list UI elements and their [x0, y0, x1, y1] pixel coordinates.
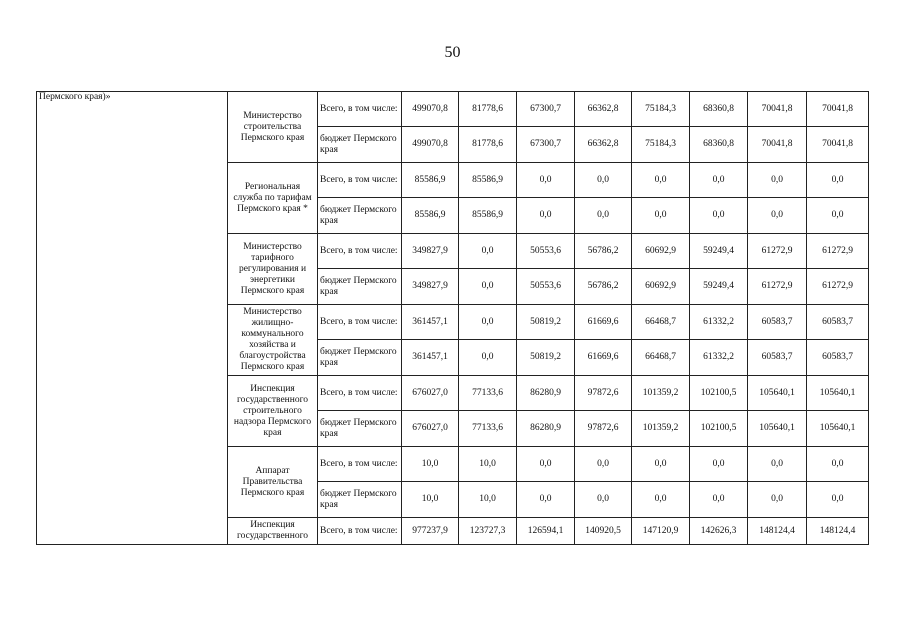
value-cell: 0,0	[517, 447, 575, 482]
value-cell: 105640,1	[807, 376, 869, 411]
value-cell: 105640,1	[748, 411, 807, 447]
value-cell: 75184,3	[632, 92, 690, 127]
value-cell: 0,0	[632, 447, 690, 482]
value-cell: 97872,6	[575, 376, 632, 411]
value-cell: 148124,4	[748, 518, 807, 545]
value-cell: 0,0	[517, 482, 575, 518]
organization-cell: Инспекция государственного	[228, 518, 318, 545]
funding-source-cell: Всего, в том числе:	[318, 163, 402, 198]
value-cell: 61272,9	[748, 269, 807, 305]
value-cell: 0,0	[748, 198, 807, 234]
funding-source-cell: Всего, в том числе:	[318, 92, 402, 127]
value-cell: 85586,9	[402, 198, 459, 234]
value-cell: 61669,6	[575, 305, 632, 340]
value-cell: 61332,2	[690, 305, 748, 340]
value-cell: 142626,3	[690, 518, 748, 545]
value-cell: 86280,9	[517, 376, 575, 411]
value-cell: 0,0	[807, 447, 869, 482]
value-cell: 61272,9	[807, 269, 869, 305]
value-cell: 0,0	[575, 198, 632, 234]
value-cell: 499070,8	[402, 127, 459, 163]
value-cell: 0,0	[575, 447, 632, 482]
funding-source-cell: Всего, в том числе:	[318, 305, 402, 340]
value-cell: 977237,9	[402, 518, 459, 545]
program-cell: Пермского края)»	[37, 92, 228, 545]
value-cell: 101359,2	[632, 376, 690, 411]
value-cell: 59249,4	[690, 234, 748, 269]
funding-source-cell: Всего, в том числе:	[318, 234, 402, 269]
value-cell: 50553,6	[517, 234, 575, 269]
value-cell: 68360,8	[690, 127, 748, 163]
value-cell: 361457,1	[402, 340, 459, 376]
value-cell: 50819,2	[517, 340, 575, 376]
value-cell: 56786,2	[575, 269, 632, 305]
value-cell: 60583,7	[748, 340, 807, 376]
value-cell: 60583,7	[807, 305, 869, 340]
value-cell: 10,0	[459, 482, 517, 518]
funding-source-cell: бюджет Пермского края	[318, 411, 402, 447]
value-cell: 10,0	[402, 447, 459, 482]
value-cell: 97872,6	[575, 411, 632, 447]
value-cell: 81778,6	[459, 127, 517, 163]
value-cell: 77133,6	[459, 376, 517, 411]
value-cell: 66468,7	[632, 340, 690, 376]
value-cell: 61272,9	[748, 234, 807, 269]
organization-cell: Министерство жилищно-коммунального хозяйства и благоустройства Пермского края	[228, 305, 318, 376]
value-cell: 81778,6	[459, 92, 517, 127]
organization-cell: Региональная служба по тарифам Пермского края *	[228, 163, 318, 234]
value-cell: 0,0	[459, 234, 517, 269]
value-cell: 0,0	[690, 163, 748, 198]
value-cell: 85586,9	[402, 163, 459, 198]
organization-cell: Министерство тарифного регулирования и энергетики Пермского края	[228, 234, 318, 305]
value-cell: 70041,8	[807, 92, 869, 127]
organization-cell: Министерство строительства Пермского края	[228, 92, 318, 163]
value-cell: 0,0	[690, 482, 748, 518]
value-cell: 101359,2	[632, 411, 690, 447]
value-cell: 50819,2	[517, 305, 575, 340]
value-cell: 361457,1	[402, 305, 459, 340]
funding-source-cell: бюджет Пермского края	[318, 482, 402, 518]
value-cell: 0,0	[632, 163, 690, 198]
value-cell: 0,0	[748, 482, 807, 518]
value-cell: 102100,5	[690, 376, 748, 411]
funding-source-cell: Всего, в том числе:	[318, 376, 402, 411]
value-cell: 105640,1	[807, 411, 869, 447]
value-cell: 61669,6	[575, 340, 632, 376]
value-cell: 0,0	[748, 163, 807, 198]
value-cell: 60583,7	[807, 340, 869, 376]
value-cell: 70041,8	[807, 127, 869, 163]
value-cell: 123727,3	[459, 518, 517, 545]
value-cell: 148124,4	[807, 518, 869, 545]
value-cell: 349827,9	[402, 234, 459, 269]
value-cell: 10,0	[402, 482, 459, 518]
funding-source-cell: бюджет Пермского края	[318, 269, 402, 305]
value-cell: 75184,3	[632, 127, 690, 163]
page-number: 50	[444, 44, 461, 61]
value-cell: 0,0	[807, 482, 869, 518]
funding-source-cell: Всего, в том числе:	[318, 518, 402, 545]
organization-cell: Инспекция государственного строительного надзора Пермского края	[228, 376, 318, 447]
budget-table	[36, 91, 869, 545]
value-cell: 0,0	[632, 198, 690, 234]
value-cell: 0,0	[517, 163, 575, 198]
value-cell: 85586,9	[459, 198, 517, 234]
value-cell: 0,0	[632, 482, 690, 518]
value-cell: 0,0	[748, 447, 807, 482]
value-cell: 70041,8	[748, 92, 807, 127]
value-cell: 0,0	[517, 198, 575, 234]
value-cell: 77133,6	[459, 411, 517, 447]
value-cell: 60692,9	[632, 234, 690, 269]
value-cell: 0,0	[459, 305, 517, 340]
value-cell: 0,0	[459, 340, 517, 376]
value-cell: 126594,1	[517, 518, 575, 545]
value-cell: 86280,9	[517, 411, 575, 447]
value-cell: 0,0	[690, 447, 748, 482]
value-cell: 349827,9	[402, 269, 459, 305]
value-cell: 66362,8	[575, 127, 632, 163]
value-cell: 105640,1	[748, 376, 807, 411]
value-cell: 10,0	[459, 447, 517, 482]
funding-source-cell: бюджет Пермского края	[318, 198, 402, 234]
value-cell: 0,0	[690, 198, 748, 234]
value-cell: 85586,9	[459, 163, 517, 198]
funding-source-cell: бюджет Пермского края	[318, 340, 402, 376]
value-cell: 0,0	[575, 482, 632, 518]
value-cell: 676027,0	[402, 411, 459, 447]
funding-source-cell: бюджет Пермского края	[318, 127, 402, 163]
value-cell: 59249,4	[690, 269, 748, 305]
value-cell: 499070,8	[402, 92, 459, 127]
value-cell: 61272,9	[807, 234, 869, 269]
value-cell: 67300,7	[517, 127, 575, 163]
value-cell: 0,0	[807, 198, 869, 234]
value-cell: 102100,5	[690, 411, 748, 447]
value-cell: 70041,8	[748, 127, 807, 163]
table-row	[37, 92, 869, 127]
value-cell: 50553,6	[517, 269, 575, 305]
value-cell: 56786,2	[575, 234, 632, 269]
value-cell: 60692,9	[632, 269, 690, 305]
value-cell: 140920,5	[575, 518, 632, 545]
value-cell: 147120,9	[632, 518, 690, 545]
value-cell: 60583,7	[748, 305, 807, 340]
value-cell: 0,0	[459, 269, 517, 305]
value-cell: 0,0	[575, 163, 632, 198]
value-cell: 66362,8	[575, 92, 632, 127]
value-cell: 0,0	[807, 163, 869, 198]
value-cell: 66468,7	[632, 305, 690, 340]
funding-source-cell: Всего, в том числе:	[318, 447, 402, 482]
value-cell: 67300,7	[517, 92, 575, 127]
value-cell: 61332,2	[690, 340, 748, 376]
value-cell: 676027,0	[402, 376, 459, 411]
value-cell: 68360,8	[690, 92, 748, 127]
organization-cell: Аппарат Правительства Пермского края	[228, 447, 318, 518]
